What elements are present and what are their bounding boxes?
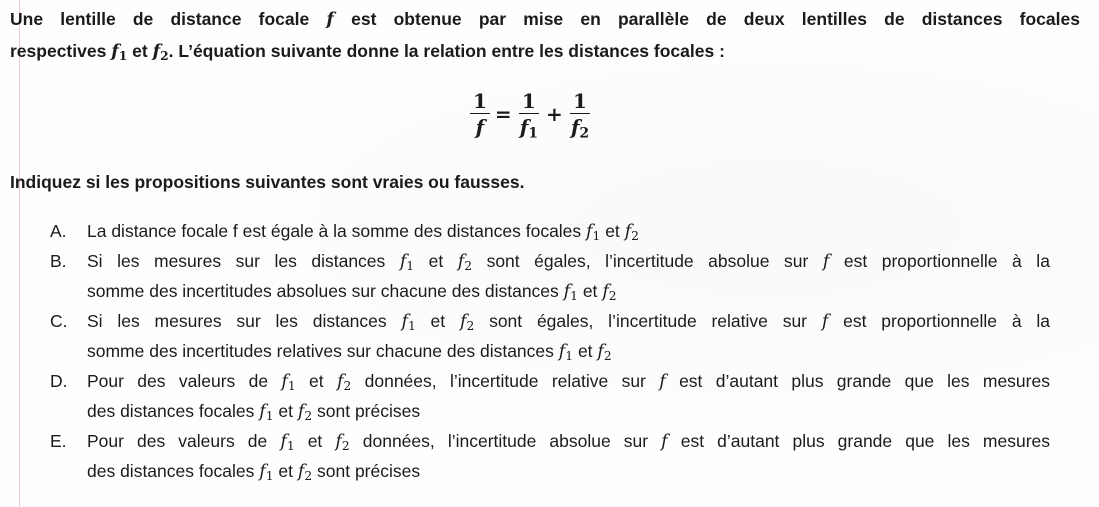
var-f1: $f_1$ — [111, 42, 128, 64]
fraction-1-over-f: $\frac{1}{f}$ — [470, 90, 490, 139]
lens-equation — [468, 89, 594, 142]
option-text: Si les mesures sur les distances $f_1$ et $f_2$ sont égales, l’incertitude relative sur f est proportionnelle à la somme des incertitudes relatives sur chacune des distances $f_1$ et $f_2$ — [87, 311, 1050, 364]
options-list — [50, 217, 1050, 487]
intro-text: est obtenue par mise en parallèle de deux lentilles de distances focales — [351, 9, 1080, 29]
option-text: La distance focale f est égale à la somme des distances focales $f_1$ et $f_2$ — [87, 221, 639, 244]
equals-sign: = — [494, 101, 512, 126]
fraction-1-over-f2: $\frac{1}{f_2}$ — [570, 89, 590, 142]
option-e — [50, 427, 1050, 487]
instruction-text: Indiquez si les propositions suivantes sont vraies ou fausses. — [10, 172, 525, 192]
option-b — [50, 247, 1050, 307]
option-text: Pour des valeurs de $f_1$ et $f_2$ données, l’incertitude relative sur f est d’autant plus grande que les mesures des distances focales $f_1$ et $f_2$ sont précises — [87, 371, 1050, 424]
intro-text: Une lentille de distance focale — [10, 9, 310, 29]
option-letter: A. — [50, 221, 67, 241]
intro-line-1 — [10, 4, 1080, 36]
intro-paragraph — [10, 4, 1080, 68]
option-c — [50, 307, 1050, 367]
option-letter: D. — [50, 371, 68, 391]
intro-text: et — [132, 41, 148, 61]
var-f: f — [326, 10, 334, 30]
option-a — [50, 217, 1050, 247]
plus-sign: + — [546, 101, 563, 126]
option-text: Si les mesures sur les distances $f_1$ et $f_2$ sont égales, l’incertitude absolue sur f est proportionnelle à la somme des incertitudes absolues sur chacune des distances $f_1$ et $f_2$ — [87, 251, 1050, 304]
fraction-1-over-f1: $\frac{1}{f_1}$ — [519, 89, 539, 142]
option-text: Pour des valeurs de $f_1$ et $f_2$ données, l’incertitude absolue sur f est d’autant plus grande que les mesures des distances focales $f_1$ et $f_2$ sont précises — [87, 431, 1051, 484]
intro-text: respectives — [10, 41, 107, 61]
option-letter: E. — [50, 431, 67, 451]
option-letter: C. — [50, 311, 68, 331]
margin-line — [19, 0, 20, 507]
var-f2: $f_2$ — [152, 42, 169, 64]
option-d — [50, 367, 1050, 427]
intro-text: . L’équation suivante donne la relation entre les distances focales : — [168, 41, 725, 61]
option-letter: B. — [50, 251, 67, 271]
